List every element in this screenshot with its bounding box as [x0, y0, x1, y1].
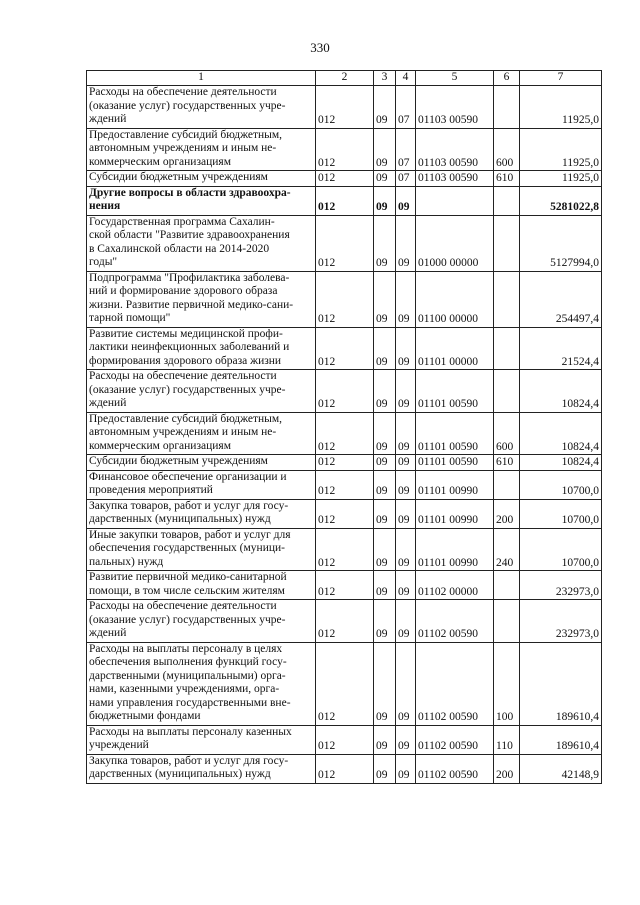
cell-c7: 232973,0 [520, 571, 602, 600]
description-line: Другие вопросы в области здравоохра- [89, 186, 291, 199]
header-cell: 2 [316, 71, 374, 86]
description-line: Субсидии бюджетным учреждениям [89, 171, 268, 183]
table-row [87, 186, 602, 215]
description-line: ждений [89, 627, 127, 639]
cell-c7: 189610,4 [520, 642, 602, 725]
cell-c7: 11925,0 [520, 128, 602, 171]
cell-c4: 09 [396, 499, 416, 528]
table-row [87, 370, 602, 413]
description-line: автономным учреждениям и иным не- [89, 426, 277, 438]
table-row [87, 455, 602, 471]
cell-c7: 11925,0 [520, 171, 602, 187]
cell-c2: 012 [316, 128, 374, 171]
cell-c5: 01101 00990 [416, 470, 494, 499]
cell-c2: 012 [316, 271, 374, 327]
description-line: ской области "Развитие здравоохранения [89, 229, 290, 241]
description-line: ждений [89, 397, 127, 409]
description-line: ний и формирование здорового образа [89, 285, 278, 297]
cell-c3: 09 [374, 642, 396, 725]
cell-c5: 01100 00000 [416, 271, 494, 327]
row-description [87, 642, 316, 725]
description-line: коммерческим организациям [89, 439, 231, 452]
cell-c2: 012 [316, 754, 374, 783]
cell-c4: 07 [396, 171, 416, 187]
row-description [87, 499, 316, 528]
row-description [87, 412, 316, 455]
cell-c6 [494, 600, 520, 643]
header-cell: 5 [416, 71, 494, 86]
cell-c3: 09 [374, 327, 396, 370]
description-line: формирования здорового образа жизни [89, 354, 282, 367]
description-line: Закупка товаров, работ и услуг для госу- [89, 754, 289, 767]
table-row [87, 86, 602, 129]
cell-c6 [494, 271, 520, 327]
row-description [87, 327, 316, 370]
cell-c5: 01102 00590 [416, 725, 494, 754]
cell-c4: 09 [396, 571, 416, 600]
row-description [87, 215, 316, 271]
cell-c6: 200 [494, 499, 520, 528]
header-cell: 6 [494, 71, 520, 86]
header-cell: 3 [374, 71, 396, 86]
cell-c5: 01101 00590 [416, 370, 494, 413]
cell-c2: 012 [316, 412, 374, 455]
cell-c4: 09 [396, 186, 416, 215]
row-description [87, 370, 316, 413]
row-description [87, 725, 316, 754]
description-line: Закупка товаров, работ и услуг для госу- [89, 499, 289, 512]
cell-c4: 09 [396, 470, 416, 499]
description-line: Подпрограмма "Профилактика заболева- [89, 271, 290, 284]
table-row [87, 327, 602, 370]
description-line: (оказание услуг) государственных учре- [89, 99, 286, 112]
cell-c6 [494, 86, 520, 129]
table-row [87, 642, 602, 725]
cell-c3: 09 [374, 186, 396, 215]
description-line: дарственных (муниципальных) нужд [89, 768, 271, 780]
description-line: нения [89, 200, 121, 212]
row-description [87, 571, 316, 600]
description-line: обеспечения выполнения функций госу- [89, 656, 287, 668]
row-description [87, 271, 316, 327]
cell-c4: 09 [396, 528, 416, 571]
cell-c6: 100 [494, 642, 520, 725]
description-line: лактики неинфекционных заболеваний и [89, 341, 290, 353]
cell-c7: 10700,0 [520, 528, 602, 571]
description-line: Расходы на обеспечение деятельности [89, 600, 277, 612]
cell-c7: 5281022,8 [520, 186, 602, 215]
cell-c4: 09 [396, 642, 416, 725]
row-description [87, 171, 316, 187]
table-row [87, 470, 602, 499]
cell-c6: 600 [494, 128, 520, 171]
description-line: годы" [89, 256, 118, 268]
header-cell: 1 [87, 71, 316, 86]
table-row [87, 412, 602, 455]
cell-c2: 012 [316, 600, 374, 643]
table-row [87, 571, 602, 600]
table-header-row [87, 71, 602, 86]
description-line: (оказание услуг) государственных учре- [89, 613, 286, 626]
cell-c7: 254497,4 [520, 271, 602, 327]
header-cell: 7 [520, 71, 602, 86]
cell-c5: 01102 00000 [416, 571, 494, 600]
table-row [87, 528, 602, 571]
description-line: бюджетными фондами [89, 710, 201, 722]
row-description [87, 455, 316, 471]
table-row [87, 271, 602, 327]
cell-c3: 09 [374, 571, 396, 600]
cell-c6: 610 [494, 455, 520, 471]
description-line: коммерческим организациям [89, 155, 231, 168]
cell-c3: 09 [374, 215, 396, 271]
cell-c5: 01101 00990 [416, 528, 494, 571]
cell-c2: 012 [316, 370, 374, 413]
cell-c5: 01101 00000 [416, 327, 494, 370]
description-line: Предоставление субсидий бюджетным, [89, 412, 283, 425]
cell-c4: 09 [396, 327, 416, 370]
cell-c4: 09 [396, 725, 416, 754]
row-description [87, 128, 316, 171]
cell-c4: 09 [396, 600, 416, 643]
cell-c4: 09 [396, 215, 416, 271]
cell-c6: 600 [494, 412, 520, 455]
row-description [87, 528, 316, 571]
description-line: Расходы на обеспечение деятельности [89, 370, 277, 382]
description-line: Развитие системы медицинской профи- [89, 327, 283, 340]
description-line: Расходы на выплаты персоналу в целях [89, 642, 283, 655]
cell-c5: 01101 00990 [416, 499, 494, 528]
description-line: (оказание услуг) государственных учре- [89, 383, 286, 396]
cell-c5: 01102 00590 [416, 642, 494, 725]
cell-c4: 09 [396, 754, 416, 783]
cell-c3: 09 [374, 370, 396, 413]
cell-c5: 01103 00590 [416, 128, 494, 171]
cell-c7: 42148,9 [520, 754, 602, 783]
cell-c6: 240 [494, 528, 520, 571]
row-description [87, 754, 316, 783]
cell-c5: 01103 00590 [416, 86, 494, 129]
cell-c5: 01101 00590 [416, 455, 494, 471]
cell-c7: 5127994,0 [520, 215, 602, 271]
page-number: 330 [310, 40, 330, 55]
cell-c7: 11925,0 [520, 86, 602, 129]
description-line: тарной помощи" [89, 312, 171, 324]
table-row [87, 128, 602, 171]
row-description [87, 86, 316, 129]
description-line: проведения мероприятий [89, 484, 213, 496]
cell-c3: 09 [374, 754, 396, 783]
cell-c2: 012 [316, 499, 374, 528]
description-line: Развитие первичной медико-санитарной [89, 571, 287, 583]
cell-c6: 200 [494, 754, 520, 783]
cell-c6: 610 [494, 171, 520, 187]
table-row [87, 499, 602, 528]
description-line: нами управления государственными вне- [89, 696, 291, 709]
row-description [87, 470, 316, 499]
cell-c3: 09 [374, 528, 396, 571]
cell-c5: 01000 00000 [416, 215, 494, 271]
cell-c3: 09 [374, 600, 396, 643]
cell-c7: 21524,4 [520, 327, 602, 370]
cell-c3: 09 [374, 271, 396, 327]
cell-c3: 09 [374, 128, 396, 171]
description-line: обеспечения государственных (муници- [89, 542, 285, 554]
table-row [87, 754, 602, 783]
cell-c7: 10824,4 [520, 412, 602, 455]
row-description [87, 186, 316, 215]
cell-c3: 09 [374, 86, 396, 129]
cell-c7: 10700,0 [520, 470, 602, 499]
description-line: Субсидии бюджетным учреждениям [89, 455, 268, 467]
description-line: в Сахалинской области на 2014-2020 [89, 242, 270, 255]
description-line: Государственная программа Сахалин- [89, 215, 275, 228]
cell-c2: 012 [316, 86, 374, 129]
cell-c2: 012 [316, 455, 374, 471]
table-row [87, 600, 602, 643]
description-line: Расходы на выплаты персоналу казенных [89, 725, 292, 738]
description-line: нами, казенными учреждениями, орга- [89, 683, 280, 695]
cell-c7: 189610,4 [520, 725, 602, 754]
description-line: Расходы на обеспечение деятельности [89, 86, 277, 98]
description-line: учреждений [89, 739, 149, 751]
cell-c2: 012 [316, 171, 374, 187]
cell-c3: 09 [374, 470, 396, 499]
cell-c2: 012 [316, 642, 374, 725]
cell-c6 [494, 215, 520, 271]
cell-c4: 09 [396, 455, 416, 471]
cell-c5: 01102 00590 [416, 600, 494, 643]
cell-c2: 012 [316, 528, 374, 571]
header-cell: 4 [396, 71, 416, 86]
description-line: пальных) нужд [89, 555, 164, 568]
cell-c3: 09 [374, 412, 396, 455]
budget-table [86, 70, 602, 784]
cell-c7: 10700,0 [520, 499, 602, 528]
cell-c7: 232973,0 [520, 600, 602, 643]
cell-c2: 012 [316, 470, 374, 499]
cell-c3: 09 [374, 455, 396, 471]
cell-c6: 110 [494, 725, 520, 754]
cell-c2: 012 [316, 215, 374, 271]
cell-c2: 012 [316, 571, 374, 600]
cell-c6 [494, 470, 520, 499]
cell-c3: 09 [374, 499, 396, 528]
cell-c5: 01101 00590 [416, 412, 494, 455]
cell-c3: 09 [374, 725, 396, 754]
cell-c4: 07 [396, 128, 416, 171]
cell-c6 [494, 571, 520, 600]
cell-c6 [494, 370, 520, 413]
cell-c4: 07 [396, 86, 416, 129]
description-line: дарственных (муниципальных) нужд [89, 513, 271, 525]
cell-c4: 09 [396, 370, 416, 413]
cell-c7: 10824,4 [520, 455, 602, 471]
table-row [87, 725, 602, 754]
cell-c7: 10824,4 [520, 370, 602, 413]
description-line: Финансовое обеспечение организации и [89, 470, 287, 483]
cell-c2: 012 [316, 327, 374, 370]
cell-c2: 012 [316, 725, 374, 754]
cell-c4: 09 [396, 271, 416, 327]
cell-c2: 012 [316, 186, 374, 215]
description-line: ждений [89, 113, 127, 125]
row-description [87, 600, 316, 643]
description-line: автономным учреждениям и иным не- [89, 142, 277, 154]
table-row [87, 171, 602, 187]
cell-c5: 01103 00590 [416, 171, 494, 187]
cell-c5: 01102 00590 [416, 754, 494, 783]
description-line: помощи, в том числе сельским жителям [89, 584, 285, 597]
cell-c6 [494, 186, 520, 215]
cell-c6 [494, 327, 520, 370]
description-line: Предоставление субсидий бюджетным, [89, 128, 283, 141]
description-line: Иные закупки товаров, работ и услуг для [89, 528, 291, 541]
cell-c5 [416, 186, 494, 215]
cell-c4: 09 [396, 412, 416, 455]
cell-c3: 09 [374, 171, 396, 187]
table-row [87, 215, 602, 271]
description-line: жизни. Развитие первичной медико-сани- [89, 298, 294, 311]
description-line: дарственными (муниципальными) орга- [89, 669, 286, 682]
